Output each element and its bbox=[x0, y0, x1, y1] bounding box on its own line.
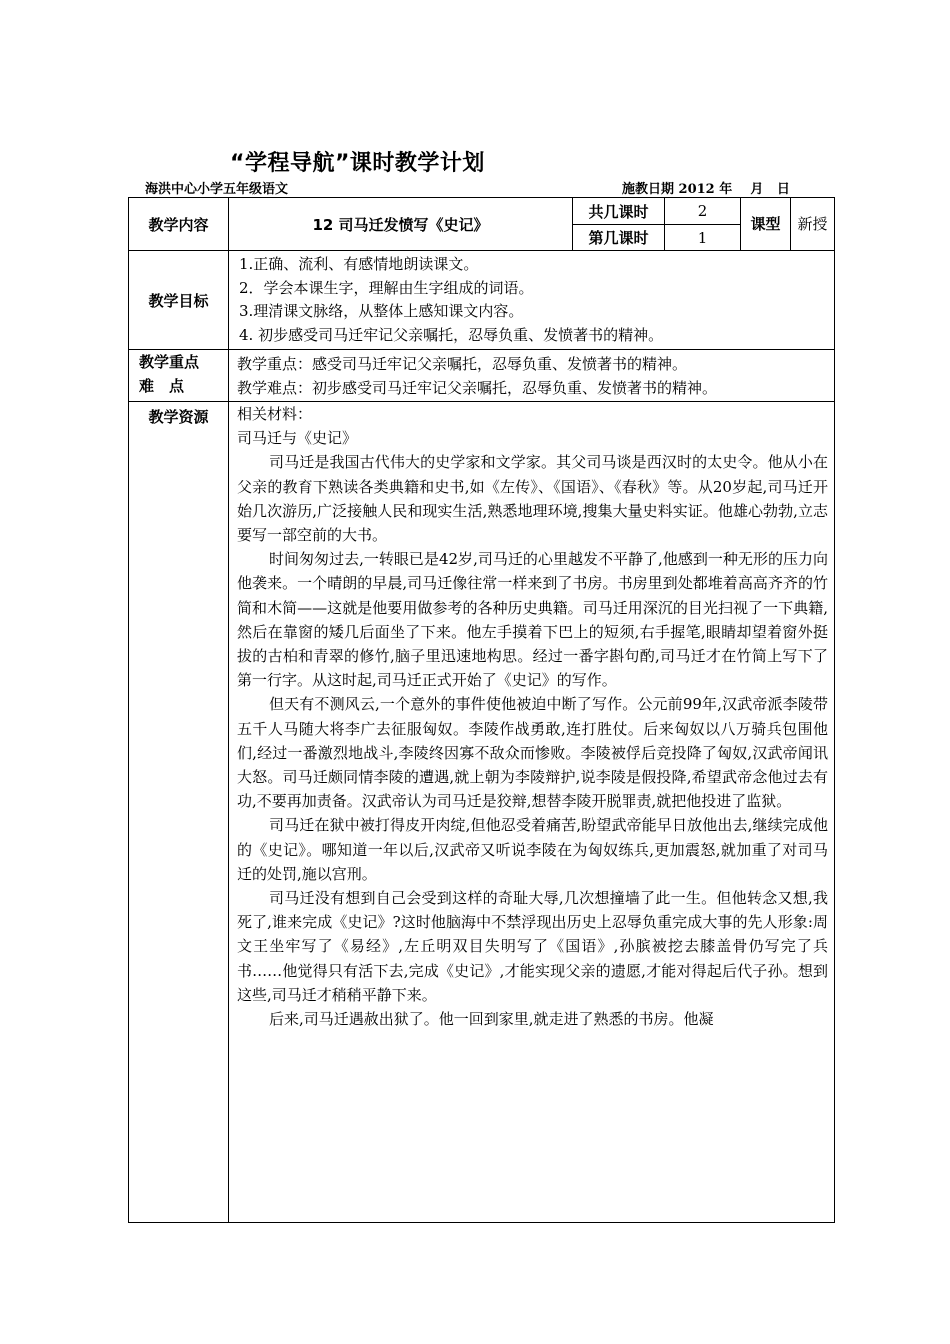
total-periods-value: 2 bbox=[665, 198, 741, 225]
resource-paragraph: 时间匆匆过去,一转眼已是42岁,司马迁的心里越发不平静了,他感到一种无形的压力向他袭来。一个晴朗的早晨,司马迁像往常一样来到了书房。书房里到处都堆着高高齐齐的竹简和木简——这就是他要用做参考的各种历史典籍。司马迁用深沉的目光扫视了一下典籍,然后在靠窗的矮几后面坐了下来。他左手摸着下巴上的短须,右手握笔,眼睛却望着窗外挺拔的古柏和青翠的修竹,脑子里迅速地构思。经过一番字斟句酌,司马迁才在竹简上写下了第一行字。从这时起,司马迁正式开始了《史记》的写作。 bbox=[237, 550, 828, 690]
key-point-label: 教学重点 bbox=[139, 353, 200, 371]
total-periods-label: 共几课时 bbox=[573, 198, 665, 225]
resources-content bbox=[229, 402, 835, 1223]
nth-period-label: 第几课时 bbox=[573, 225, 665, 251]
lesson-type-value: 新授 bbox=[791, 198, 835, 251]
goal-item: 3.理清课文脉络，从整体上感知课文内容。 bbox=[239, 302, 524, 320]
key-point: 教学重点：感受司马迁牢记父亲嘱托，忍辱负重、发愤著书的精神。 bbox=[237, 354, 688, 373]
difficult-point: 教学难点：初步感受司马迁牢记父亲嘱托，忍辱负重、发愤著书的精神。 bbox=[237, 378, 718, 397]
content-label: 教学内容 bbox=[129, 198, 229, 251]
resource-paragraph: 司马迁没有想到自己会受到这样的奇耻大辱,几次想撞墙了此一生。但他转念又想,我死了,谁来完成《史记》?这时他脑海中不禁浮现出历史上忍辱负重完成大事的先人形象:周文王坐牢写了《易经》,左丘明双目失明写了《国语》,孙膑被挖去膝盖骨仍写完了兵书……他觉得只有活下去,完成《史记》,才能实现父亲的遗愿,才能对得起后代子孙。想到这些,司马迁才稍稍平静下来。 bbox=[237, 889, 828, 1004]
resource-paragraph: 司马迁是我国古代伟大的史学家和文学家。其父司马谈是西汉时的太史令。他从小在父亲的教育下熟读各类典籍和史书,如《左传》、《国语》、《春秋》等。从20岁起,司马迁开始几次游历,广泛接触人民和现实生活,熟悉地理环境,搜集大量史料实证。他雄心勃勃,立志要写一部空前的大书。 bbox=[237, 453, 828, 545]
key-difficult-label bbox=[129, 350, 229, 402]
resources-label: 教学资源 bbox=[129, 402, 229, 1223]
school-class-label: 海洪中心小学五年级语文 bbox=[145, 182, 289, 197]
resources-heading: 司马迁与《史记》 bbox=[237, 429, 358, 448]
resource-paragraph: 司马迁在狱中被打得皮开肉绽,但他忍受着痛苦,盼望武帝能早日放他出去,继续完成他的《史记》。哪知道一年以后,汉武帝又听说李陵在为匈奴练兵,更加震怒,就加重了对司马迁的处罚,施以宫刑。 bbox=[237, 816, 828, 883]
lesson-type-label: 课型 bbox=[741, 198, 791, 251]
lesson-title: 12 司马迁发愤写《史记》 bbox=[229, 198, 573, 251]
resources-intro: 相关材料： bbox=[237, 405, 313, 423]
difficult-point-label: 难 点 bbox=[139, 377, 185, 395]
goal-item: 2．学会本课生字，理解由生字组成的词语。 bbox=[239, 278, 534, 297]
goal-item: 4. 初步感受司马迁牢记父亲嘱托，忍辱负重、发愤著书的精神。 bbox=[239, 325, 664, 344]
teaching-date-label: 施教日期 2012 年 月 日 bbox=[622, 182, 790, 197]
lesson-plan-table bbox=[128, 197, 835, 1223]
key-difficult-content bbox=[229, 350, 835, 402]
nth-period-value: 1 bbox=[665, 225, 741, 251]
goal-item: 1.正确、流利、有感情地朗读课文。 bbox=[239, 255, 479, 273]
page-title: “学程导航”课时教学计划 bbox=[230, 151, 485, 176]
resource-paragraph: 后来,司马迁遇赦出狱了。他一回到家里,就走进了熟悉的书房。他凝 bbox=[269, 1010, 714, 1029]
goals-list bbox=[229, 251, 835, 350]
resource-paragraph: 但天有不测风云,一个意外的事件使他被迫中断了写作。公元前99年,汉武帝派李陵带五千人马随大将李广去征服匈奴。李陵作战勇敢,连打胜仗。后来匈奴以八万骑兵包围他们,经过一番激烈地战斗,李陵终因寡不敌众而惨败。李陵被俘后竞投降了匈奴,汉武帝闻讯大怒。司马迁颇同情李陵的遭遇,就上朝为李陵辩护,说李陵是假投降,希望武帝念他过去有功,不要再加责备。汉武帝认为司马迁是狡辩,想替李陵开脱罪责,就把他投进了监狱。 bbox=[237, 695, 828, 811]
goals-label: 教学目标 bbox=[129, 251, 229, 350]
